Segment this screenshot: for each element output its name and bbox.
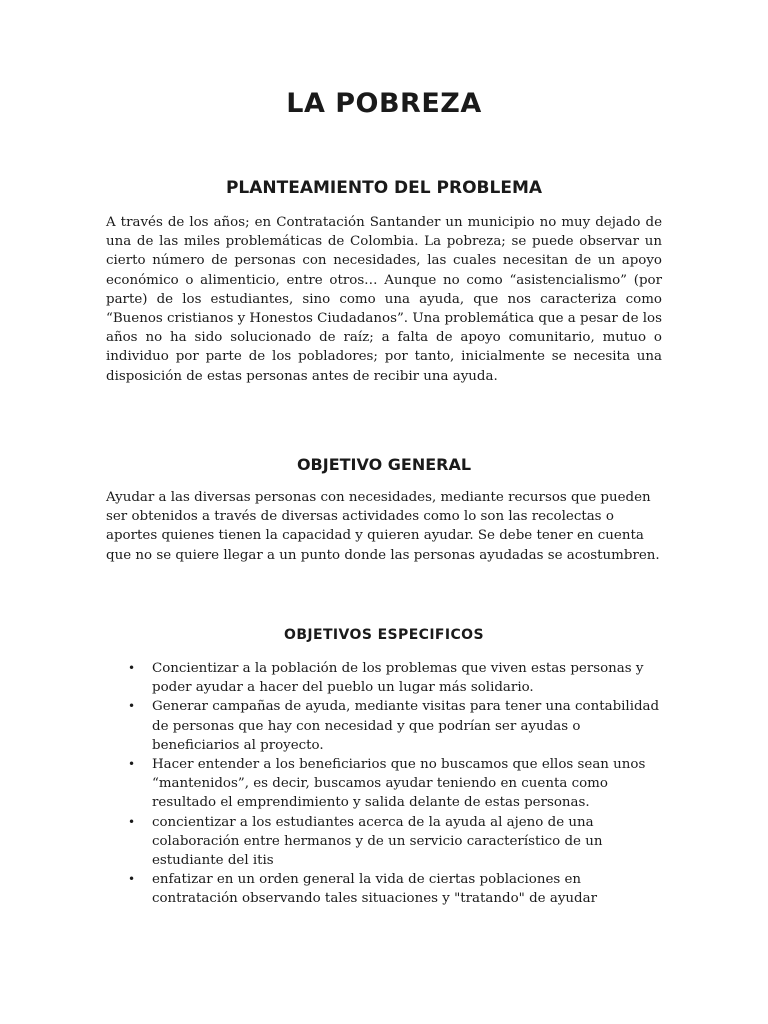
list-item-text: enfatizar en un orden general la vida de ciertas poblaciones en contratación observando tales situaciones y "tratando" de ayudar — [152, 872, 597, 907]
bullet-icon: • — [128, 757, 136, 772]
list-item — [106, 755, 662, 813]
section-heading-objetivos-especificos: OBJETIVOS ESPECIFICOS — [284, 627, 484, 643]
bullet-icon: • — [128, 814, 136, 829]
list-item-text: Concientizar a la población de los problemas que viven estas personas y poder ayudar a hacer del pueblo un lugar más solidario. — [152, 661, 644, 696]
list-item-text: Generar campañas de ayuda, mediante visitas para tener una contabilidad de personas que hay con necesidad y que podrían ser ayudas o beneficiarios al proyecto. — [152, 699, 660, 753]
section-heading-planteamiento: PLANTEAMIENTO DEL PROBLEMA — [225, 178, 543, 198]
list-item-text: concientizar a los estudiantes acerca de la ayuda al ajeno de una colaboración entre hermanos y de un servicio característico de un estudiante del itis — [152, 814, 603, 869]
objetivos-especificos-list — [106, 659, 662, 909]
paragraph-objetivo-general: Ayudar a las diversas personas con necesidades, mediante recursos que pueden ser obtenidos a través de diversas actividades como lo son las recolectas o aportes quienes tienen la capacidad y quieren ayudar. Se debe tener en cuenta que no se quiere llegar a un punto donde las personas ayudadas se acostumbren. — [106, 490, 660, 563]
list-item — [106, 870, 662, 908]
list-item-text: Hacer entender a los beneficiarios que no buscamos que ellos sean unos “mantenidos”, es decir, buscamos ayudar teniendo en cuenta como resultado el emprendimiento y salida delante de estas personas. — [152, 757, 646, 811]
bullet-icon: • — [128, 661, 136, 675]
list-item — [106, 659, 662, 697]
document-title: LA POBREZA — [286, 88, 482, 119]
bullet-icon: • — [128, 872, 136, 887]
paragraph-planteamiento: A través de los años; en Contratación Santander un municipio no muy dejado de una de las miles problemáticas de Colombia. La pobreza; se puede observar un cierto número de personas con necesidades, las cuales necesitan de un apoyo económico o alimenticio, entre otros… Aunque no como “asistencialismo” (por parte) de los estudiantes, sino como una ayuda, que nos caracteriza como “Buenos cristianos y Honestos Ciudadanos”. Una problemática que a pesar de los años no ha sido solucionado de raíz; a falta de apoyo comunitario, mutuo o individuo por parte de los pobladores; por tanto, inicialmente se necesita una disposición de estas personas antes de recibir una ayuda. — [106, 215, 662, 384]
bullet-icon: • — [128, 699, 136, 714]
list-item — [106, 813, 662, 871]
section-heading-objetivo-general: OBJETIVO GENERAL — [296, 455, 472, 474]
list-item — [106, 697, 662, 755]
